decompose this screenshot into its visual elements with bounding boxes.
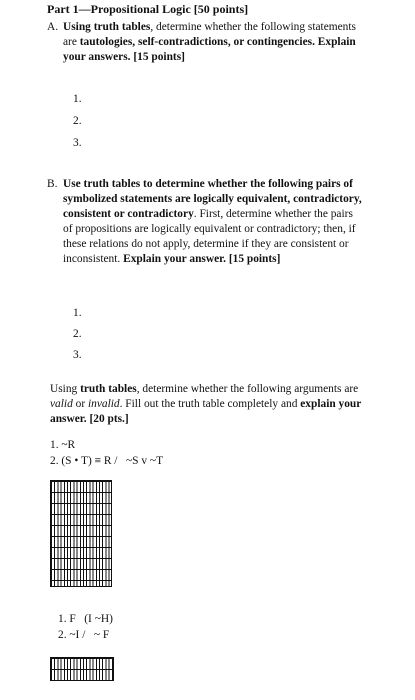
argument-2-premise-1: 1. F (I ~H)	[58, 613, 113, 625]
argument-2-premise-2: 2. ~I / ~ F	[58, 629, 110, 641]
section-b-letter: B.	[47, 178, 58, 190]
section-a-bold-1: Using truth tables	[63, 21, 151, 33]
section-b-bold-end: Explain your answer. [15 points]	[123, 253, 281, 265]
section-b-plain: . First, determine whether the pairs of propositions are logically equivalent or contradictory; then, if these relations do not apply, determine if they are consistent or inconsistent.	[63, 208, 356, 265]
section-a-item-2: 2.	[73, 115, 82, 127]
section-c-text-7: . Fill out the truth table completely and	[119, 398, 301, 410]
part-title: Part 1—Propositional Logic [50 points]	[47, 2, 249, 16]
section-c-instructions	[50, 382, 368, 427]
section-a-bold-2: tautologies, self-contradictions, or contingencies. Explain your answers. [15 points]	[63, 36, 356, 63]
truth-table-grid-2[interactable]	[50, 657, 114, 681]
truth-table-grid-1[interactable]	[50, 480, 112, 587]
argument-1-premise-1: 1. ~R	[50, 439, 76, 451]
section-c-text-5: or	[72, 398, 88, 410]
section-c-text-3: , determine whether the following arguments are	[136, 383, 359, 395]
section-c-text-8: explain your answer. [20 pts.]	[50, 398, 362, 425]
section-a-instructions	[63, 20, 363, 65]
section-a-plain-1: , determine whether the following	[150, 21, 306, 33]
section-b-bold: Use truth tables to determine whether the following pairs of symbolized statements are logically equivalent, contradictory, consistent or contradictory	[63, 178, 362, 220]
section-a-item-1: 1.	[73, 93, 82, 105]
section-b-item-1: 1.	[73, 307, 82, 319]
section-c-text-1: Using	[50, 383, 81, 395]
section-a-item-3: 3.	[73, 137, 82, 149]
section-a-letter: A.	[47, 21, 59, 33]
section-b-instructions	[63, 177, 363, 267]
section-a-plain-2: statements are	[63, 21, 356, 48]
section-c-text-2: truth tables	[80, 383, 137, 395]
section-b-item-3: 3.	[73, 349, 82, 361]
section-c-text-4: valid	[50, 398, 73, 410]
section-b-item-2: 2.	[73, 328, 82, 340]
section-c-text-6: invalid	[87, 398, 120, 410]
argument-1-premise-2: 2. (S • T) ≡ R / ~S v ~T	[50, 455, 164, 467]
